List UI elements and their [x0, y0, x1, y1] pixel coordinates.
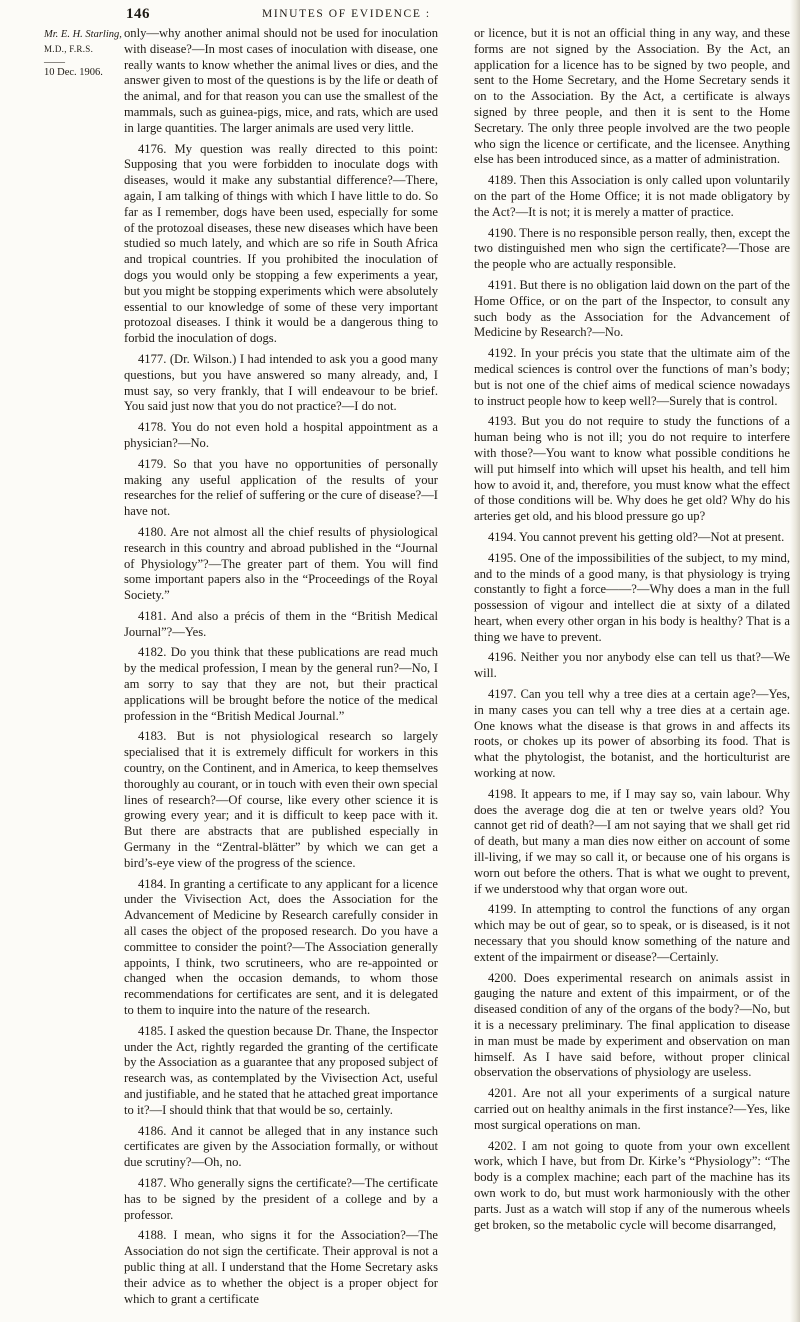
paragraph: 4200. Does experimental research on animals assist in gauging the nature and extent of this impairment, or of the diseased condition of any of the organs of the body?—No, but it is a necessary preliminary. The final application to disease in man must be made by experiment and observation on man himself. As I have said before, without proper clinical observation the observations of physiology are useless.	[474, 970, 790, 1080]
paragraph: 4177. (Dr. Wilson.) I had intended to ask you a good many questions, but you have answered so many already, and, I must say, so very frankly, that I will endeavour to be brief. You said just now that you do not practice?—I do not.	[124, 351, 438, 414]
paragraph: 4181. And also a précis of them in the “British Medical Journal”?—Yes.	[124, 608, 438, 639]
witness-margin-note	[44, 28, 122, 80]
running-head: MINUTES OF EVIDENCE :	[262, 8, 431, 20]
paragraph: 4194. You cannot prevent his getting old?—Not at present.	[488, 529, 785, 544]
paragraph: only—why another animal should not be used for inoculation with disease?—In most cases of inoculation with disease, one really wants to know whether the animal lives or dies, and the answer given to most of the questions is by the life or death of the animal, and for that reason you can use the smallest of the mammals, such as guinea-pigs, mice, and rats, which are used in large quantities. The larger animals are used very little.	[124, 26, 438, 135]
left-column	[124, 26, 438, 1312]
paragraph: 4189. Then this Association is only called upon voluntarily on the part of the Home Office; it is not made obligatory by the Act?—It is not; it is merely a matter of practice.	[474, 173, 790, 219]
paragraph: 4190. There is no responsible person really, then, except the two distinguished men who sign the certificate?—Those are the people who are actually responsible.	[474, 225, 790, 272]
paragraph: 4182. Do you think that these publications are read much by the medical profession, I mean by the general run?—No, I am sorry to say that they are not, but their practical applications will be brought before the notice of the medical profession in the “British Medical Journal.”	[124, 645, 438, 723]
page-number: 146	[126, 6, 150, 22]
witness-name: Mr. E. H. Starling,	[44, 29, 122, 40]
scan-page-edge	[790, 0, 800, 1322]
paragraph: 4183. But is not physiological research so largely specialised that it is extremely difficult for workers in this country, on the Continent, and in America, to keep themselves thoroughly au courant, or in touch with even their own special lines of research?—Of course, like every other science it is growing every year; and it is difficult to keep pace with it. But there are abstracts that are published especially in Germany in the “Zentral-blätter” by which we can get a bird’s-eye view of the progress of the science.	[124, 729, 438, 870]
paragraph: 4192. In your précis you state that the ultimate aim of the medical sciences is control over the functions of man’s body; but is not one of the chief aims of medical science nowadays to instruct people how to keep well?—Surely that is control.	[474, 346, 790, 408]
paragraph: 4195. One of the impossibilities of the subject, to my mind, and to the minds of a good many, is that physiology is trying constantly to fight a force——?—Why does a man in the full possession of vigour and intellect die at sixty of a dilated heart, when every other organ in his body is healthy? That is a thing we have to prevent.	[474, 550, 790, 644]
paragraph: 4191. But there is no obligation laid down on the part of the Home Office, or on the part of the Inspector, to consult any such body as the Association for the Advancement of Medicine by Research?—No.	[474, 277, 790, 340]
right-column	[474, 26, 790, 1238]
paragraph: 4186. And it cannot be alleged that in any instance such certificates are given by the Association formally, or without due scrutiny?—Oh, no.	[124, 1123, 438, 1170]
paragraph: 4201. Are not all your experiments of a surgical nature carried out on healthy animals in the first instance?—Yes, like most surgical operations on man.	[474, 1086, 790, 1132]
paragraph: 4178. You do not even hold a hospital appointment as a physician?—No.	[124, 420, 438, 450]
paragraph: 4196. Neither you nor anybody else can tell us that?—We will.	[474, 650, 790, 681]
paragraph: 4193. But you do not require to study the functions of a human being who is not ill; you do not require to interfere with those?—You want to know what possible conditions he will put himself into which will upset his health, and tell him how to avoid it, and, therefore, you must know what the effect of those conditions will be. Why does he get old? Why do his arteries get old, and his blood pressure go up?	[474, 414, 790, 524]
hearing-date: 10 Dec. 1906.	[44, 67, 103, 78]
margin-dash: ——	[44, 57, 65, 68]
paragraph: 4198. It appears to me, if I may say so, vain labour. Why does the average dog die at ten or twelve years old? You cannot get rid of death?—I am not saying that we shall get rid of death, but many a man dies now either on account of some ill-living, if we may so call it, or because one of his organs is worn out before the others. That is what we ought to prevent, if we understood why that organ wore out.	[474, 786, 790, 896]
paragraph: 4202. I am not going to quote from your own excellent work, which I have, but from Dr. Kirke’s “Physiology”: “The body is a complex machine; each part of the machine has its own work to do, but must work harmoniously with the other parts. Just as a watch will stop if any of the numerous wheels get broken, so the metabolic cycle will become disarranged,	[474, 1138, 790, 1232]
paragraph: 4180. Are not almost all the chief results of physiological research in this country and abroad published in the “Journal of Physiology”?—The greater part of them. You will find some important papers also in the “Proceedings of the Royal Society.”	[124, 524, 438, 603]
paragraph: 4185. I asked the question because Dr. Thane, the Inspector under the Act, rightly regarded the granting of the certificate by the Association as a guarantee that any proposed subject of research was, as contemplated by the Vivisection Act, useful and justifiable, and he stated that he attached great importance to it?—I should think that that would be so, certainly.	[124, 1023, 439, 1117]
paragraph: 4179. So that you have no opportunities of personally making any useful application of the results of your researches for the relief of suffering or the cure of disease?—I have not.	[124, 456, 438, 519]
paragraph: 4176. My question was really directed to this point: Supposing that you were forbidden to inoculate dogs with diseases, would it make any substantial difference?—There, again, I am talking of things with which I have little to do. So far as I remember, dogs have been used, especially for some of the protozoal diseases, these new diseases which have been studied so much lately, and which are so rife in South Africa and tropical countries. If you prohibited the inoculation of dogs you would only be stopping a few experiments a year, but you might be stopping experiments which were absolutely essential to our knowledge of some of these very important protozoal diseases. I think it would be a dangerous thing to forbid the inoculation of dogs.	[124, 141, 438, 346]
paragraph: or licence, but it is not an official thing in any way, and these forms are not signed by the Association. By the Act, an application for a licence has to be signed by two people, and sent to the Home Secretary, and the Home Secretary sends it on to the Association. By the Act, a certificate is always signed by three people, and then it is sent to the Home Secretary. The only three people involved are the two people who sign the licence or certificate, and the licensee. Anything else has been introduced since, as a matter of administration.	[474, 26, 790, 167]
paragraph: 4187. Who generally signs the certificate?—The certificate has to be signed by the president of a college and by a professor.	[124, 1175, 438, 1222]
paragraph: 4188. I mean, who signs it for the Association?—The Association do not sign the certificate. Their approval is not a public thing at all. I understand that the Home Secretary asks their advice as to whether the object is a proper object for which to grant a certificate	[124, 1228, 438, 1306]
paragraph: 4197. Can you tell why a tree dies at a certain age?—Yes, in many cases you can tell why a tree dies at a certain age. One knows what the disease is that grows in and affects its roots, or chokes up its power of absorbing its food. That is what the phytologist, the botanist, and the horticulturist are working at now.	[474, 687, 790, 781]
witness-qualifications: M.D., F.R.S.	[44, 44, 94, 54]
paragraph: 4184. In granting a certificate to any applicant for a licence under the Vivisection Act, does the Association for the Advancement of Medicine by Research carefully consider in all cases the object of the proposed research. Do you have a committee to consider the point?—The Association generally appoints, I think, two scrutineers, who are re-appointed or changed when the occasion demands, to whom those recommendations for certificates are sent, and it is delegated to them to inquire into the nature of the research.	[124, 876, 438, 1018]
paragraph: 4199. In attempting to control the functions of any organ which may be out of gear, so to speak, or is diseased, is it not necessary that you should know something of the nature and extent of the impairment or disease?—Certainly.	[474, 902, 790, 964]
